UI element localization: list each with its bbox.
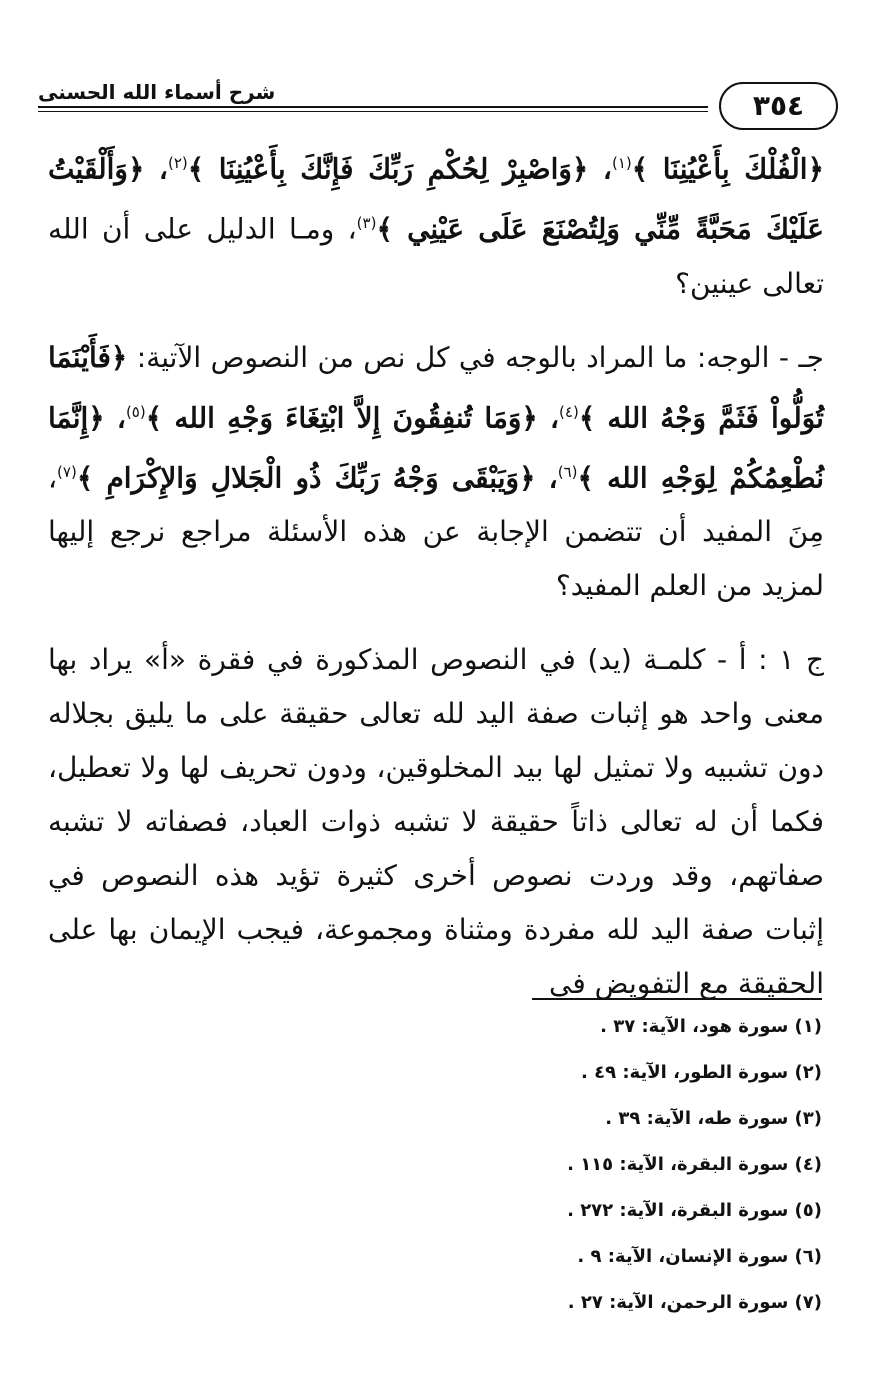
footnote: (٢) سورة الطور، الآية: ٤٩ .: [581, 1062, 822, 1083]
footnote: (٧) سورة الرحمن، الآية: ٢٧ .: [567, 1292, 822, 1313]
question-text: ، مِنَ المفيد أن تتضمن الإجابة عن هذه الأسئلة مراجع نرجع إليها لمزيد من العلم المفيد؟: [48, 461, 824, 603]
running-title: شرح أسماء الله الحسنى: [38, 80, 276, 104]
main-text: [48, 136, 824, 1011]
quran-quote: ﴿الْفُلْكَ بِأَعْيُنِنَا ﴾: [631, 152, 824, 186]
footnote-ref: (٧): [57, 462, 77, 481]
paragraph-3: ج ١ : أ - كلمـة (يد) في النصوص المذكورة في فقرة «أ» يراد بها معنى واحد هو إثبات صفة اليد لله تعالى حقيقة على ما يليق بجلاله دون تشبيه ولا تمثيل لها بيد المخلوقين، ودون تحريف لها ولا تعطيل، فكما أن له تعالى ذاتاً حقيقة لا تشبه ذوات العباد، فصفاته لا تشبه صفاتهم، وقد وردت نصوص أخرى كثيرة تؤيد هذه النصوص في إثبات صفة اليد لله مفردة ومثناة ومجموعة، فيجب الإيمان بها على الحقيقة مع التفويض في: [48, 643, 824, 1001]
footnote: (٦) سورة الإنسان، الآية: ٩ .: [577, 1246, 822, 1267]
footnote-ref: (٣): [356, 214, 377, 233]
footnote: (١) سورة هود، الآية: ٣٧ .: [600, 1016, 822, 1037]
footnote-ref: (٤): [559, 402, 579, 421]
paragraph-1: [48, 136, 824, 311]
footnote-ref: (٦): [557, 462, 578, 481]
question-text: ، ومـا الدليل على أن الله تعالى عينين؟: [48, 212, 824, 300]
header-rule: [38, 106, 708, 108]
page-number: ٣٥٤: [719, 82, 838, 130]
footnotes: [480, 1004, 822, 1326]
footnote-ref: (٢): [167, 154, 188, 172]
footnote-rule: [532, 998, 822, 1000]
quran-quote: ، ﴿إِنَّمَا نُطْعِمُكُمْ لِوَجْهِ الله ﴾: [48, 400, 824, 495]
quran-quote: ، ﴿وَمَا تُنفِقُونَ إِلاَّ ابْتِغَاءَ وَجْهِ الله ﴾: [145, 400, 560, 434]
quran-quote: ﴿فَأَيْنَمَا تُوَلُّواْ فَثَمَّ وَجْهُ الله ﴾: [48, 340, 824, 434]
quran-quote: ، ﴿وَأَلْقَيْتُ عَلَيْكَ مَحَبَّةً مِّنِّي وَلِتُصْنَعَ عَلَى عَيْنِي ﴾: [48, 152, 824, 246]
question-intro: جـ - الوجه: ما المراد بالوجه في كل نص من النصوص الآتية:: [127, 340, 824, 374]
header-rule-thin: [38, 111, 708, 112]
quran-quote: ، ﴿وَيَبْقَى وَجْهُ رَبِّكَ ذُو الْجَلالِ وَالإِكْرَامِ ﴾: [76, 461, 558, 495]
paragraph-2: [48, 331, 824, 614]
footnote-ref: (٥): [125, 402, 146, 421]
footnote: (٣) سورة طه، الآية: ٣٩ .: [605, 1108, 822, 1129]
footnote: (٤) سورة البقرة، الآية: ١١٥ .: [567, 1154, 822, 1175]
page-header: [38, 70, 838, 130]
footnote-ref: (١): [611, 154, 632, 172]
footnote: (٥) سورة البقرة، الآية: ٢٧٢ .: [567, 1200, 822, 1221]
quran-quote: ، ﴿وَاصْبِرْ لِحُكْمِ رَبِّكَ فَإِنَّكَ بِأَعْيُنِنَا ﴾: [187, 152, 612, 186]
